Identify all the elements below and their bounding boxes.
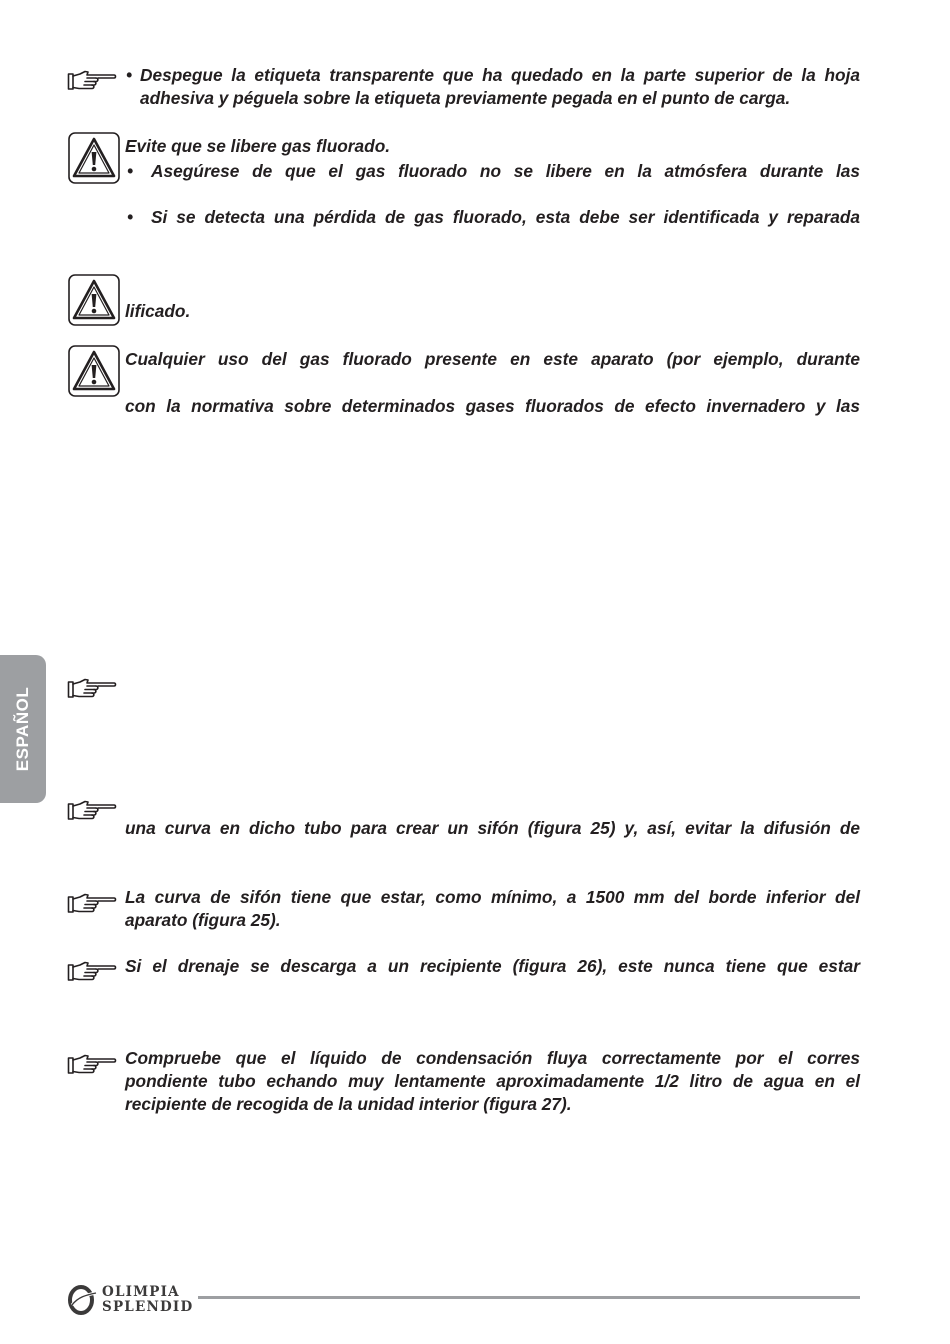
note-text bbox=[125, 955, 860, 978]
text-line: lificado. bbox=[125, 301, 191, 321]
warning-triangle-icon bbox=[68, 132, 120, 184]
warning-triangle-icon bbox=[68, 274, 120, 326]
warning-triangle-icon bbox=[68, 345, 120, 397]
text-line: Si el drenaje se descarga a un recipiente (figura 26), este nunca tiene que estar bbox=[125, 956, 860, 976]
warning-item bbox=[151, 160, 860, 183]
logo-mark-icon bbox=[66, 1283, 100, 1317]
text-line: pondiente tubo echando muy lentamente aproximadamente 1/2 litro de agua en el bbox=[125, 1071, 860, 1091]
warning-text bbox=[125, 348, 860, 371]
logo-word-1: OLIMPIA bbox=[102, 1284, 180, 1300]
pointing-hand-icon bbox=[67, 678, 117, 700]
text-line: una curva en dicho tubo para crear un sifón (figura 25) y, así, evitar la difusión de bbox=[125, 818, 860, 838]
text-line: Despegue la etiqueta transparente que ha quedado en la parte superior de la hoja bbox=[140, 65, 860, 85]
text-line: aparato (figura 25). bbox=[125, 910, 281, 930]
text-line: Asegúrese de que el gas fluorado no se libere en la atmósfera durante las bbox=[151, 161, 860, 181]
note-text bbox=[125, 1047, 860, 1116]
text-line: Si se detecta una pérdida de gas fluorado, esta debe ser identificada y reparada bbox=[151, 207, 860, 227]
warning-item bbox=[151, 206, 860, 229]
text-line: adhesiva y péguela sobre la etiqueta previamente pegada en el punto de carga. bbox=[140, 88, 791, 108]
bullet: • bbox=[127, 207, 134, 227]
footer-rule bbox=[198, 1296, 860, 1299]
note-text bbox=[125, 817, 860, 840]
language-tab-label: ESPAÑOL bbox=[13, 686, 32, 772]
note-text bbox=[125, 886, 860, 932]
bullet: • bbox=[126, 65, 133, 85]
pointing-hand-icon bbox=[67, 961, 117, 983]
text-line: recipiente de recogida de la unidad interior (figura 27). bbox=[125, 1094, 572, 1114]
text-line: con la normativa sobre determinados gases fluorados de efecto invernadero y las bbox=[125, 396, 860, 416]
note-block-label-removal bbox=[140, 64, 860, 110]
warning-text bbox=[125, 395, 860, 418]
text-line: Compruebe que el líquido de condensación fluya correctamente por el corres bbox=[125, 1048, 860, 1068]
pointing-hand-icon bbox=[67, 800, 117, 822]
pointing-hand-icon bbox=[67, 893, 117, 915]
brand-logo bbox=[66, 1283, 196, 1317]
logo-word-2: SPLENDID bbox=[102, 1299, 194, 1315]
text-line: La curva de sifón tiene que estar, como mínimo, a 1500 mm del borde inferior del bbox=[125, 887, 860, 907]
bullet: • bbox=[127, 161, 134, 181]
warning-text bbox=[125, 300, 860, 323]
pointing-hand-icon bbox=[67, 1054, 117, 1076]
warning-heading bbox=[125, 135, 860, 158]
text-line: Evite que se libere gas fluorado. bbox=[125, 136, 391, 156]
language-tab bbox=[0, 655, 46, 803]
pointing-hand-icon bbox=[67, 70, 117, 92]
text-line: Cualquier uso del gas fluorado presente en este aparato (por ejemplo, durante bbox=[125, 349, 860, 369]
